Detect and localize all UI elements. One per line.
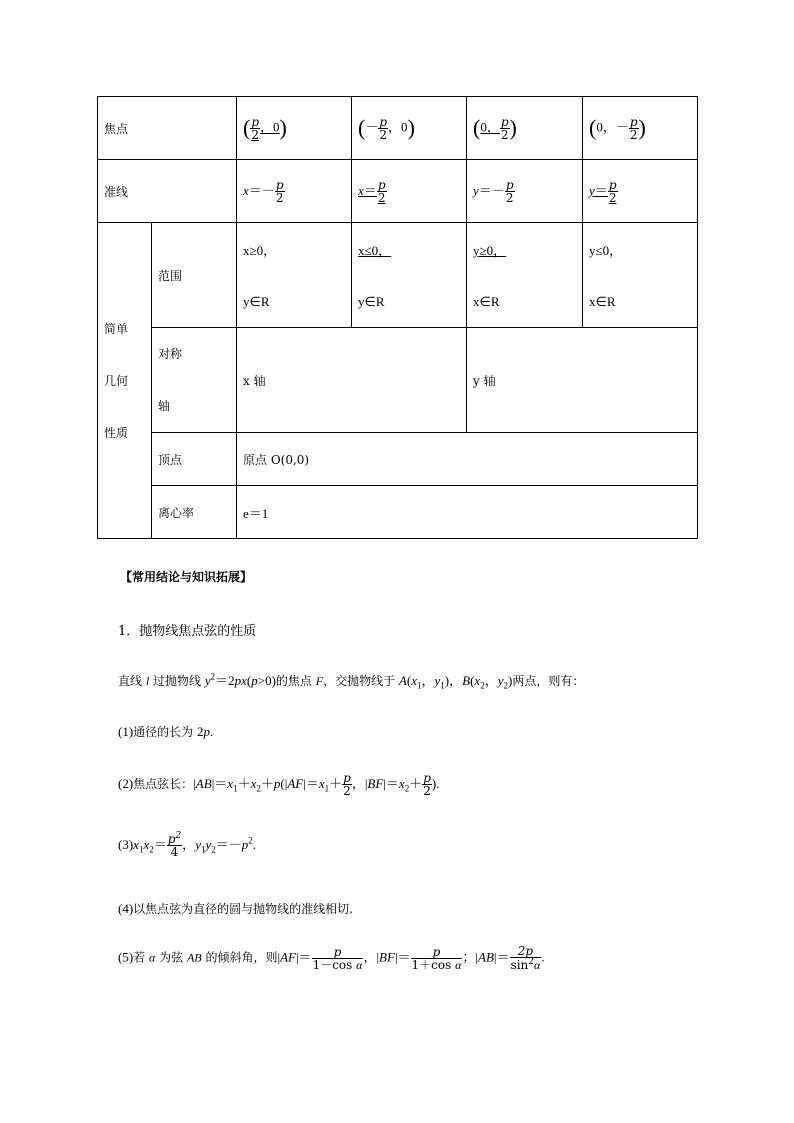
- range-1-bottom: y∈R: [243, 294, 270, 309]
- property-2: (2)焦点弦长：$|AB|=x_1+x_2+p(|AF|=x_1+$ $\frac{p}{2}$ ，$|BF|=x_2+$ $\frac{p}{2}$ ).: [118, 771, 440, 798]
- focus-row: [98, 97, 698, 160]
- section-heading: 【常用结论与知识拓展】: [120, 570, 253, 584]
- range-cell-1: [237, 223, 352, 328]
- range-3-bottom: x∈R: [473, 294, 500, 309]
- vertex-label: 顶点: [152, 433, 237, 486]
- eccentricity-row: [98, 486, 698, 539]
- axis-label: [152, 328, 237, 433]
- property-5: (5)若 α 为弦 AB 的倾斜角，则|AF|＝ $\frac{p}{\text{1－cos α}}$ ，|BF|＝ $\frac{p}{\text{1＋cos α}}$ ；|AB|＝ $\frac{2p}{\sin^2\alpha}$ .: [118, 944, 545, 972]
- eccentricity-label: 离心率: [152, 486, 237, 539]
- axis-y-cell: y 轴: [467, 328, 698, 433]
- simple-label-2: 几何: [104, 373, 129, 388]
- parabola-properties-table: [97, 96, 698, 539]
- range-cell-4: [583, 223, 698, 328]
- focal-chord-intro: 直线 l 过抛物线 $y^2=2px(p>0)$的焦点 F，交抛物线于 $A(x_1$，$y_1$)，$B(x_2$，$y_2$)两点，则有：: [118, 671, 585, 691]
- vertex-row: [98, 433, 698, 486]
- property-1: (1)通径的长为 2p.: [118, 724, 214, 739]
- vertex-value: 原点 O(0,0): [237, 433, 698, 486]
- range-4-bottom: x∈R: [589, 294, 616, 309]
- range-2-bottom: y∈R: [358, 294, 385, 309]
- directrix-cell-3: y＝－ $\frac{p}{2}$: [467, 160, 583, 223]
- range-cell-3: [467, 223, 583, 328]
- eccentricity-value: e＝1: [237, 486, 698, 539]
- range-row: [98, 223, 698, 328]
- directrix-label: 准线: [98, 160, 237, 223]
- focus-cell-3: (0， $\frac{p}{2}$ ): [467, 97, 583, 160]
- directrix-cell-1: x＝－ $\frac{p}{2}$: [237, 160, 352, 223]
- range-3-top: y≥0，: [473, 243, 507, 258]
- axis-row: [98, 328, 698, 433]
- range-4-top: y≤0，: [589, 243, 623, 258]
- axis-label-2: 轴: [158, 399, 171, 413]
- focus-cell-4: (0，－ $\frac{p}{2}$ ): [583, 97, 698, 160]
- property-3: $(3)x_1x_2=$ $\frac{p^2}{4}$ ，$y_1y_2=-p^2$.: [118, 831, 257, 859]
- directrix-cell-4: y＝ $\frac{p}{2}$: [583, 160, 698, 223]
- focus-label: 焦点: [98, 97, 237, 160]
- range-1-top: x≥0，: [243, 243, 277, 258]
- axis-x-cell: x 轴: [237, 328, 467, 433]
- simple-label-3: 性质: [104, 425, 129, 440]
- focus-cell-1: ( $\frac{p}{2}$ ，0): [237, 97, 352, 160]
- simple-label-1: 简单: [104, 321, 129, 336]
- range-2-top: x≤0，: [358, 243, 392, 258]
- item1-title: 1．抛物线焦点弦的性质: [118, 624, 257, 639]
- directrix-cell-2: x＝ $\frac{p}{2}$: [352, 160, 467, 223]
- property-4: (4)以焦点弦为直径的圆与抛物线的准线相切.: [118, 901, 353, 916]
- range-cell-2: [352, 223, 467, 328]
- directrix-row: [98, 160, 698, 223]
- focus-cell-2: (－ $\frac{p}{2}$ ，0): [352, 97, 467, 160]
- simple-geometry-label: [98, 223, 152, 539]
- range-label: 范围: [152, 223, 237, 328]
- axis-label-1: 对称: [158, 347, 183, 361]
